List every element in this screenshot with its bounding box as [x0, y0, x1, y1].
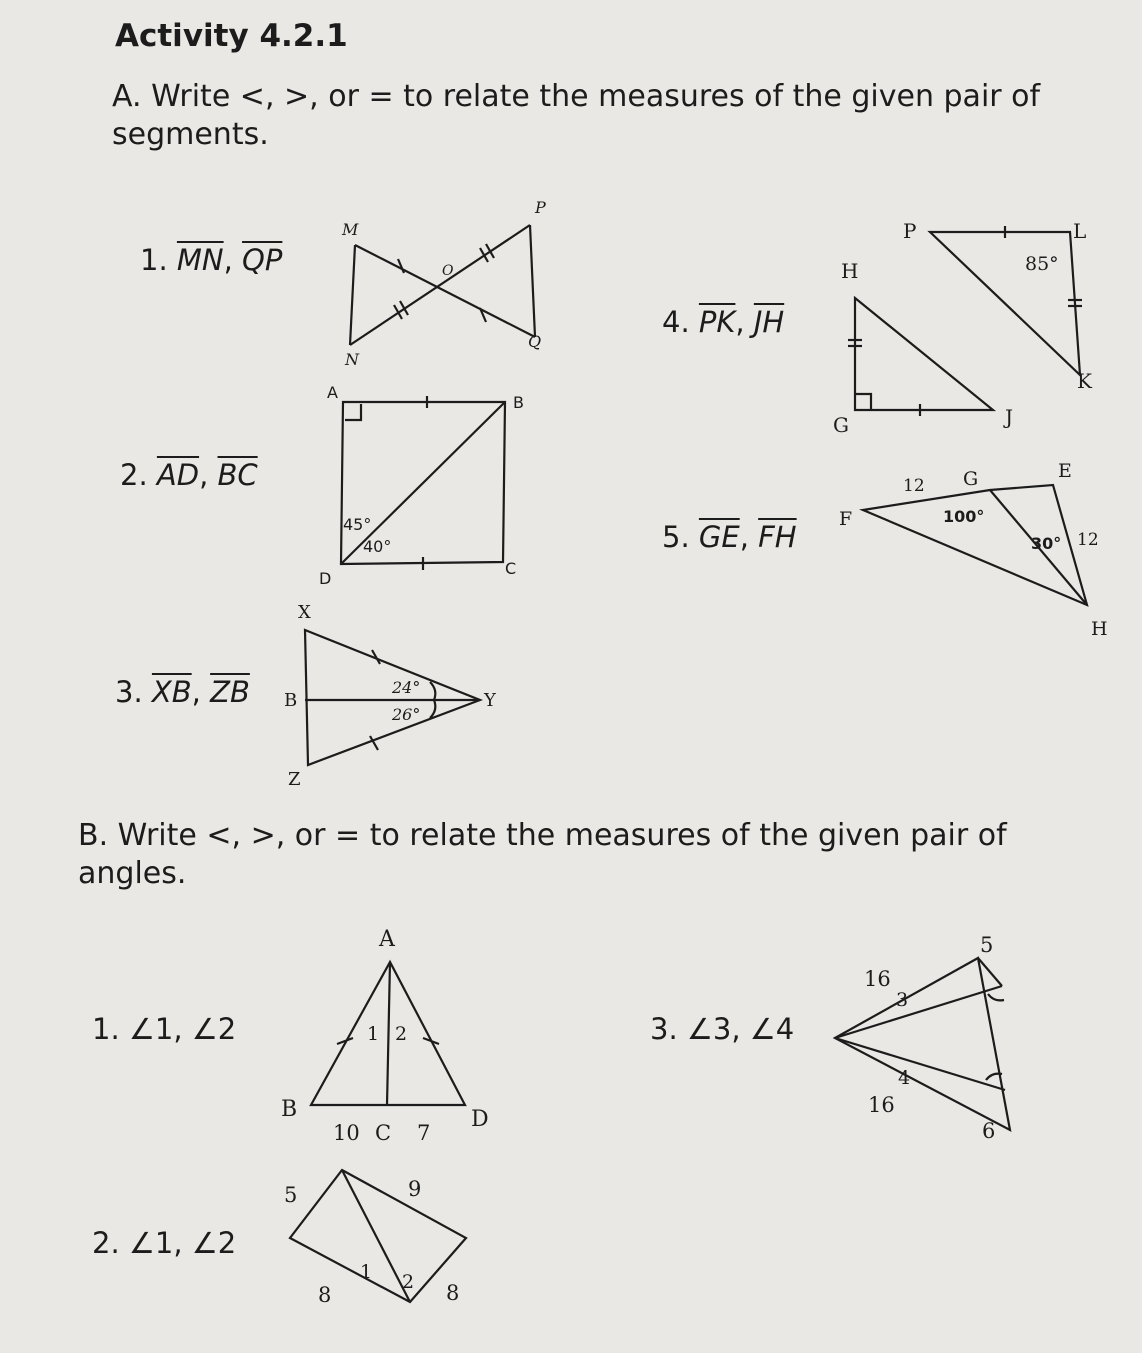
item-number: 1. — [92, 1012, 120, 1046]
outer-triangle — [835, 958, 1010, 1130]
side-16b: 16 — [868, 1093, 895, 1117]
label-o: O — [442, 263, 454, 279]
part-a-item-4: 4. $\overline{PK}$, $\overline{JH}$ — [662, 305, 785, 339]
label-g: G — [833, 413, 849, 437]
part-a-item-1: 1. $\overline{MN}$, $\overline{QP}$ — [140, 243, 283, 277]
angle-30: 30° — [1031, 534, 1062, 553]
side-6: 6 — [982, 1119, 996, 1143]
part-a-instruction: A. Write <, >, or = to relate the measures of the given pair of segments. — [112, 79, 1041, 152]
segment-2: $\overline{QP}$ — [242, 243, 283, 277]
side-5: 5 — [980, 933, 994, 957]
item-number: 2. — [92, 1226, 120, 1260]
angle-3: 3 — [896, 989, 909, 1011]
segment-pq — [530, 225, 535, 337]
figure-bowtie — [330, 195, 560, 375]
angle-arc — [430, 700, 435, 718]
angle-24: 24° — [392, 678, 421, 697]
segment-1: $\overline{AD}$ — [156, 458, 200, 492]
label-x: X — [298, 602, 311, 623]
label-p: P — [535, 198, 546, 217]
angle-pair: ∠3, ∠4 — [686, 1012, 795, 1046]
segment-np — [350, 225, 530, 345]
figure-triangle-abd — [275, 920, 505, 1155]
quadrilateral — [290, 1170, 466, 1302]
side-8b: 8 — [446, 1281, 460, 1305]
label-d: D — [319, 569, 332, 588]
part-b-instruction: B. Write <, >, or = to relate the measures of the given pair of angles. — [78, 818, 1007, 891]
label-z: Z — [288, 769, 301, 790]
label-c: C — [505, 559, 517, 578]
angle-45: 45° — [343, 515, 372, 534]
item-number: 1. — [140, 243, 168, 277]
part-a-item-2: 2. $\overline{AD}$, $\overline{BC}$ — [120, 458, 258, 492]
label-m: M — [342, 220, 359, 239]
part-b-item-2 — [92, 1226, 236, 1260]
angle-1: 1 — [367, 1023, 380, 1045]
side-12: 12 — [903, 476, 925, 496]
segment-2: $\overline{BC}$ — [217, 458, 258, 492]
label-p: P — [903, 219, 917, 243]
angle-4: 4 — [898, 1067, 911, 1089]
segment-1: $\overline{XB}$ — [151, 675, 192, 709]
right-angle-mark — [855, 394, 871, 410]
side-16: 16 — [864, 967, 891, 991]
angle-85: 85° — [1025, 253, 1059, 275]
figure-parallelogram — [270, 1160, 485, 1315]
segment-mn — [350, 245, 355, 345]
triangle-hgj — [855, 298, 993, 410]
label-n: N — [345, 350, 359, 369]
label-h: H — [1091, 618, 1108, 640]
segment-1: $\overline{GE}$ — [698, 520, 740, 554]
part-b-item-1 — [92, 1012, 236, 1046]
label-b: B — [281, 1097, 298, 1122]
angle-26: 26° — [392, 705, 421, 724]
side-8: 8 — [318, 1283, 332, 1307]
label-f: F — [839, 508, 853, 530]
item-number: 3. — [650, 1012, 678, 1046]
item-number: 5. — [662, 520, 690, 554]
figure-kite — [280, 600, 510, 795]
segment-1: $\overline{MN}$ — [176, 243, 224, 277]
segment-2: $\overline{ZB}$ — [210, 675, 250, 709]
figure-fan — [830, 930, 1025, 1150]
angle-arc — [430, 682, 435, 700]
angle-pair: ∠1, ∠2 — [128, 1012, 237, 1046]
angle-pair: ∠1, ∠2 — [128, 1226, 237, 1260]
label-b: B — [284, 690, 298, 711]
angle-arc — [988, 994, 1004, 1000]
side-9: 9 — [408, 1177, 422, 1201]
part-a-item-3: 3. $\overline{XB}$, $\overline{ZB}$ — [115, 675, 250, 709]
item-number: 4. — [662, 305, 690, 339]
label-k: K — [1077, 369, 1092, 393]
figure-square — [315, 380, 545, 590]
tick-mark — [398, 259, 404, 273]
label-a: A — [327, 383, 338, 402]
activity-title: Activity 4.2.1 — [115, 18, 348, 54]
segment-ac — [387, 962, 390, 1105]
label-l: L — [1073, 219, 1087, 243]
side-5: 5 — [284, 1183, 298, 1207]
angle-2: 2 — [402, 1271, 415, 1293]
right-angle-mark — [345, 404, 361, 420]
side-7: 7 — [417, 1121, 431, 1145]
segment-1: $\overline{PK}$ — [698, 305, 736, 339]
figure-quadrilateral — [835, 455, 1120, 645]
label-h: H — [841, 259, 859, 283]
label-j: J — [1005, 405, 1014, 429]
side-12b: 12 — [1077, 530, 1099, 550]
angle-100: 100° — [943, 507, 985, 526]
angle-1: 1 — [360, 1261, 373, 1283]
label-g: G — [963, 468, 979, 490]
part-a-item-5: 5. $\overline{GE}$, $\overline{FH}$ — [662, 520, 797, 554]
label-e: E — [1058, 460, 1072, 482]
angle-40: 40° — [363, 537, 392, 556]
segment-2: $\overline{JH}$ — [753, 305, 785, 339]
label-d: D — [471, 1107, 489, 1132]
item-number: 2. — [120, 458, 148, 492]
item-number: 3. — [115, 675, 143, 709]
ray-1 — [835, 986, 1002, 1038]
label-q: Q — [528, 332, 542, 351]
part-b-item-3 — [650, 1012, 794, 1046]
label-c: C — [375, 1121, 392, 1145]
angle-2: 2 — [395, 1023, 408, 1045]
side-10: 10 — [333, 1121, 360, 1145]
label-y: Y — [484, 690, 496, 711]
label-a: A — [379, 927, 395, 952]
label-b: B — [513, 393, 524, 412]
segment-2: $\overline{FH}$ — [758, 520, 797, 554]
figure-two-triangles — [825, 210, 1110, 445]
triangle-xyz — [305, 630, 480, 765]
